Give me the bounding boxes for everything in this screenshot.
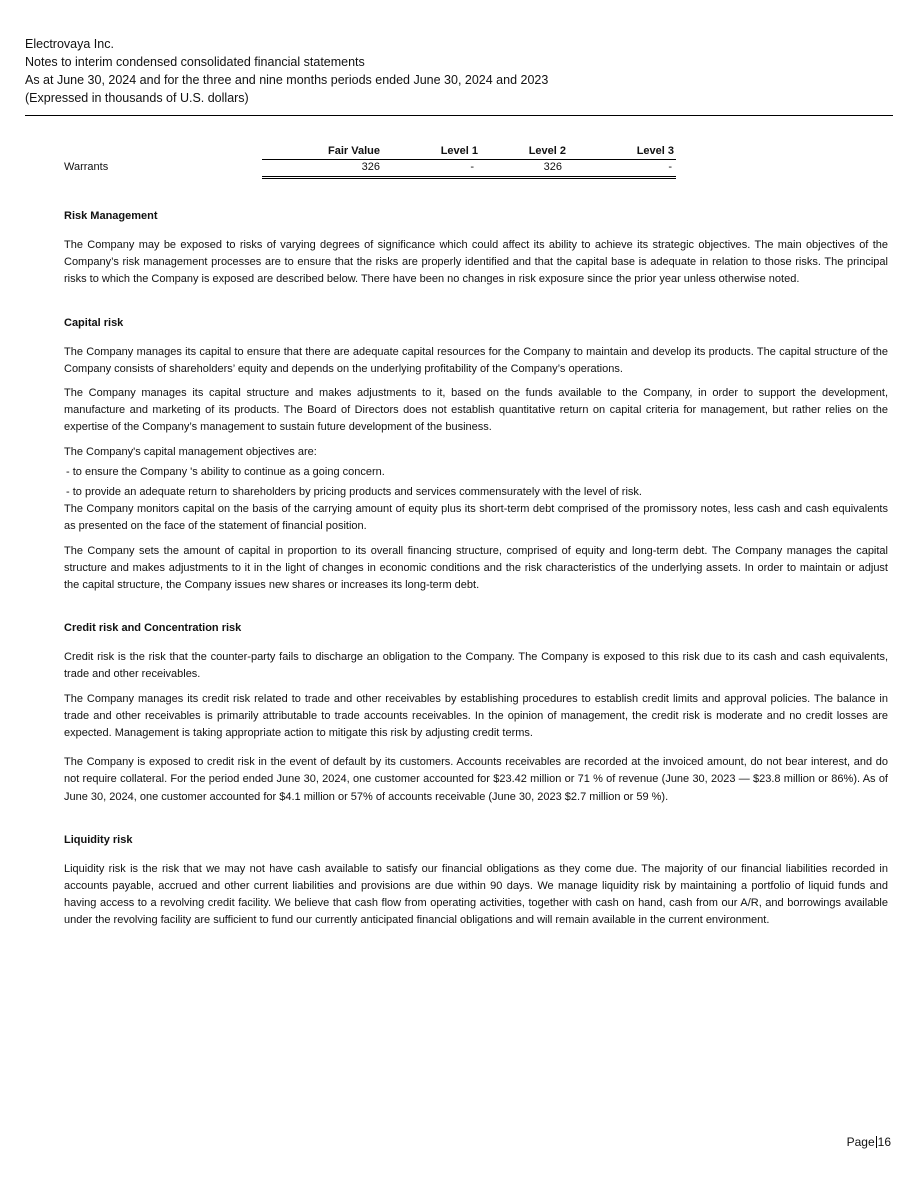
- document-header: [25, 35, 893, 107]
- table-row: [64, 161, 676, 177]
- header-subtitle: Notes to interim condensed consolidated financial statements: [25, 55, 365, 69]
- cell-level-3: -: [668, 161, 672, 173]
- page-label: Page: [846, 1135, 875, 1149]
- section-title-risk-management: Risk Management: [64, 210, 158, 222]
- page-number: [847, 1135, 891, 1149]
- paragraph: The Company may be exposed to risks of varying degrees of significance which could affect its ability to achieve its strategic objectives. The main objectives of the Company’s risk management processes are to ensure that the risks are properly identified and that the capital base is adequate in relation to those risks. The principal risks to which the Company is exposed are described below. There have been no changes in risk exposure since the prior year unless otherwise noted.: [64, 239, 888, 286]
- column-header-level-1: Level 1: [440, 145, 478, 157]
- header-divider: [25, 115, 893, 116]
- objectives-intro: The Company's capital management objectives are:: [64, 445, 317, 458]
- header-period: As at June 30, 2024 and for the three and nine months periods ended June 30, 2024 and 2023: [25, 73, 549, 87]
- paragraph: The Company manages its capital structure and makes adjustments to it, based on the funds available to the Company, in order to support the development, manufacture and marketing of its products. The Board of Directors does not establish quantitative return on capital criteria for management, but rather relies on the expertise of the Company’s management to sustain future development of the business.: [64, 387, 888, 434]
- paragraph: Liquidity risk is the risk that we may not have cash available to satisfy our financial obligations as they come due. The majority of our financial liabilities recorded in accounts payable, accrued and other current liabilities and provisions are due within 90 days. We manage liquidity risk by maintaining a portfolio of liquid funds and having access to a revolving credit facility. We believe that cash flow from operating activities, together with cash on hand, cash from our A/R, and borrowings available under the revolving facility are sufficient to fund our currently anticipated financial obligations and will remain available in the current environment.: [64, 862, 888, 927]
- fair-value-table-header: [262, 145, 676, 160]
- page-separator: [876, 1136, 877, 1148]
- cell-level-1: -: [470, 161, 474, 173]
- header-currency: (Expressed in thousands of U.S. dollars): [25, 91, 249, 105]
- section-title-credit-risk: Credit risk and Concentration risk: [64, 622, 242, 635]
- row-label: Warrants: [64, 161, 109, 173]
- page-number-value: 16: [877, 1135, 891, 1149]
- list-item: - to provide an adequate return to shareholders by pricing products and services commensurately with the level of risk.: [66, 486, 642, 499]
- paragraph: The Company manages its capital to ensure that there are adequate capital resources for the Company to maintain and develop its products. The capital structure of the Company consists of shareholders’ equity and depends on the underlying profitability of the Company’s operations.: [64, 345, 888, 375]
- cell-fair-value: 326: [361, 161, 380, 173]
- paragraph: The Company monitors capital on the basis of the carrying amount of equity plus its short-term debt comprised of the promissory notes, less cash and cash equivalents as presented on the face of the statement of financial position.: [64, 503, 888, 533]
- column-header-level-2: Level 2: [528, 145, 566, 157]
- table-double-underline: [262, 176, 676, 179]
- cell-level-2: 326: [543, 161, 562, 173]
- paragraph: The Company is exposed to credit risk in the event of default by its customers. Accounts receivables are recorded at the invoiced amount, do not bear interest, and do not require collateral. For the period ended June 30, 2024, one customer accounted for $23.42 million or 71 % of revenue (June 30, 2023 — $23.8 million or 86%). As of June 30, 2024, one customer accounted for $4.1 million or 57% of accounts receivable (June 30, 2023 $2.7 million or 59 %).: [64, 756, 888, 803]
- notes-body: [64, 208, 888, 930]
- paragraph: The Company sets the amount of capital in proportion to its overall financing structure, comprised of equity and long-term debt. The Company manages the capital structure and makes adjustments to it in the light of changes in economic conditions and the risk characteristics of the underlying assets. In order to maintain or adjust the capital structure, the Company issues new shares or increases its long-term debt.: [64, 544, 888, 592]
- column-header-level-3: Level 3: [636, 145, 674, 157]
- paragraph: Credit risk is the risk that the counter-party fails to discharge an obligation to the Company. The Company is exposed to this risk due to its cash and cash equivalents, trade and other receivables.: [64, 651, 888, 681]
- list-item: - to ensure the Company 's ability to continue as a going concern.: [66, 465, 385, 478]
- section-title-capital-risk: Capital risk: [64, 316, 124, 329]
- column-header-fair-value: Fair Value: [328, 145, 380, 157]
- paragraph: The Company manages its credit risk related to trade and other receivables by establishing procedures to establish credit limits and approval policies. The balance in trade and other receivables is primarily attributable to trade accounts receivables. In the opinion of management, the credit risk is moderate and no credit losses are expected. Management is taking appropriate action to mitigate this risk by adjusting credit terms.: [64, 692, 888, 740]
- company-name: Electrovaya Inc.: [25, 37, 114, 51]
- section-title-liquidity-risk: Liquidity risk: [64, 833, 133, 846]
